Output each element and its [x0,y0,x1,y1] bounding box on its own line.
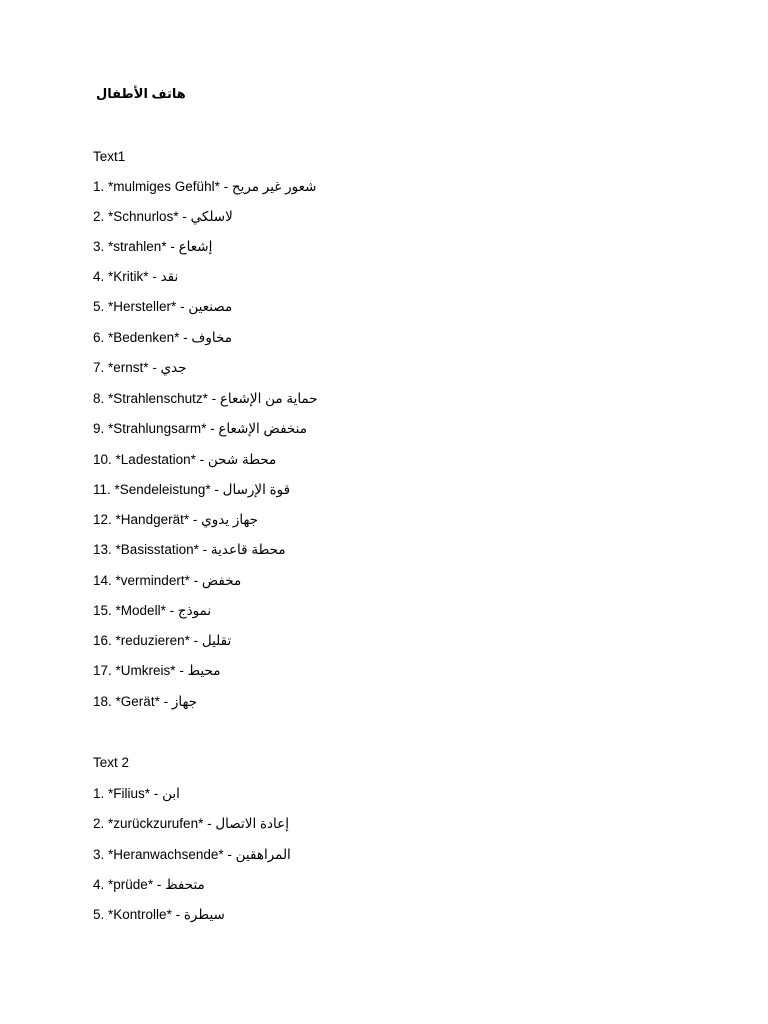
arabic-translation: مخاوف [191,330,232,345]
vocab-item: 2. *Schnurlos* - لاسلكي [93,209,233,224]
arabic-translation: المراهقين [235,847,291,862]
item-number: 12. [93,512,112,527]
german-term: *strahlen* [108,239,167,254]
item-number: 2. [93,816,105,831]
german-term: *reduzieren* [115,633,190,648]
german-term: *Hersteller* [108,299,177,314]
arabic-translation: محطة شحن [207,452,277,467]
vocab-item: 17. *Umkreis* - محيط [93,663,221,678]
german-term: *Schnurlos* [108,209,179,224]
arabic-translation: شعور غير مريح [231,179,317,194]
section-heading-text2: Text 2 [93,755,130,770]
vocab-item: 9. *Strahlungsarm* - منخفض الإشعاع [93,421,307,436]
vocab-item: 2. *zurückzurufen* - إعادة الاتصال [93,816,289,831]
arabic-translation: سيطرة [183,907,225,922]
german-term: *Strahlungsarm* [108,421,207,436]
arabic-translation: محطة قاعدية [210,542,286,557]
section-heading-text1: Text1 [93,149,126,164]
arabic-translation: تقليل [201,633,232,648]
item-number: 7. [93,360,105,375]
vocab-item: 1. *mulmiges Gefühl* - شعور غير مريح [93,179,317,194]
arabic-translation: إعادة الاتصال [215,816,289,831]
arabic-translation: إشعاع [178,239,213,254]
vocab-item: 16. *reduzieren* - تقليل [93,633,232,648]
arabic-translation: جهاز [171,694,198,709]
german-term: *Bedenken* [108,330,180,345]
vocab-item: 6. *Bedenken* - مخاوف [93,330,232,345]
german-term: *Gerät* [115,694,160,709]
arabic-translation: متحفظ [165,877,205,892]
item-number: 3. [93,847,105,862]
arabic-translation: جدي [160,360,187,375]
arabic-translation: قوة الإرسال [222,482,291,497]
vocab-item: 13. *Basisstation* - محطة قاعدية [93,542,286,557]
arabic-translation: جهاز يدوي [201,512,259,527]
vocab-item: 3. *strahlen* - إشعاع [93,239,213,254]
arabic-translation: منخفض الإشعاع [218,421,307,436]
arabic-translation: ابن [162,786,180,801]
item-number: 15. [93,603,112,618]
item-number: 3. [93,239,105,254]
item-number: 4. [93,269,105,284]
vocab-item: 10. *Ladestation* - محطة شحن [93,452,277,467]
vocab-item: 3. *Heranwachsende* - المراهقين [93,847,291,862]
german-term: *vermindert* [115,573,190,588]
item-number: 14. [93,573,112,588]
german-term: *Umkreis* [115,663,176,678]
german-term: *zurückzurufen* [108,816,204,831]
item-number: 18. [93,694,112,709]
arabic-translation: مصنعين [188,299,233,314]
vocab-item: 18. *Gerät* - جهاز [93,694,198,709]
german-term: *Kritik* [108,269,149,284]
german-term: *Ladestation* [115,452,196,467]
item-number: 8. [93,391,105,406]
vocab-item: 15. *Modell* - نموذج [93,603,212,618]
vocab-item: 4. *prüde* - متحفظ [93,877,205,892]
vocab-item: 5. *Kontrolle* - سيطرة [93,907,225,922]
document-title: هاتف الأطفال [96,86,186,101]
german-term: *Strahlenschutz* [108,391,208,406]
item-number: 1. [93,179,105,194]
vocab-item: 12. *Handgerät* - جهاز يدوي [93,512,259,527]
item-number: 16. [93,633,112,648]
german-term: *Sendeleistung* [114,482,211,497]
german-term: *Heranwachsende* [108,847,224,862]
item-number: 13. [93,542,112,557]
arabic-translation: نموذج [177,603,212,618]
german-term: *Filius* [108,786,151,801]
german-term: *ernst* [108,360,149,375]
item-number: 5. [93,907,105,922]
arabic-translation: محيط [187,663,221,678]
item-number: 6. [93,330,105,345]
german-term: *Modell* [115,603,166,618]
arabic-translation: حماية من الإشعاع [219,391,318,406]
vocab-item: 4. *Kritik* - نقد [93,269,179,284]
arabic-translation: نقد [160,269,179,284]
german-term: *Basisstation* [115,542,199,557]
vocab-item: 5. *Hersteller* - مصنعين [93,299,233,314]
vocab-item: 7. *ernst* - جدي [93,360,187,375]
item-number: 2. [93,209,105,224]
arabic-translation: مخفض [201,573,242,588]
item-number: 4. [93,877,105,892]
item-number: 17. [93,663,112,678]
vocab-item: 11. *Sendeleistung* - قوة الإرسال [93,482,291,497]
vocab-item: 1. *Filius* - ابن [93,786,180,801]
vocab-item: 14. *vermindert* - مخفض [93,573,242,588]
vocab-item: 8. *Strahlenschutz* - حماية من الإشعاع [93,391,318,406]
item-number: 5. [93,299,105,314]
german-term: *Handgerät* [115,512,190,527]
item-number: 10. [93,452,112,467]
item-number: 1. [93,786,105,801]
arabic-translation: لاسلكي [190,209,233,224]
german-term: *prüde* [108,877,154,892]
german-term: *mulmiges Gefühl* [108,179,220,194]
item-number: 11. [93,482,111,497]
german-term: *Kontrolle* [108,907,172,922]
item-number: 9. [93,421,105,436]
